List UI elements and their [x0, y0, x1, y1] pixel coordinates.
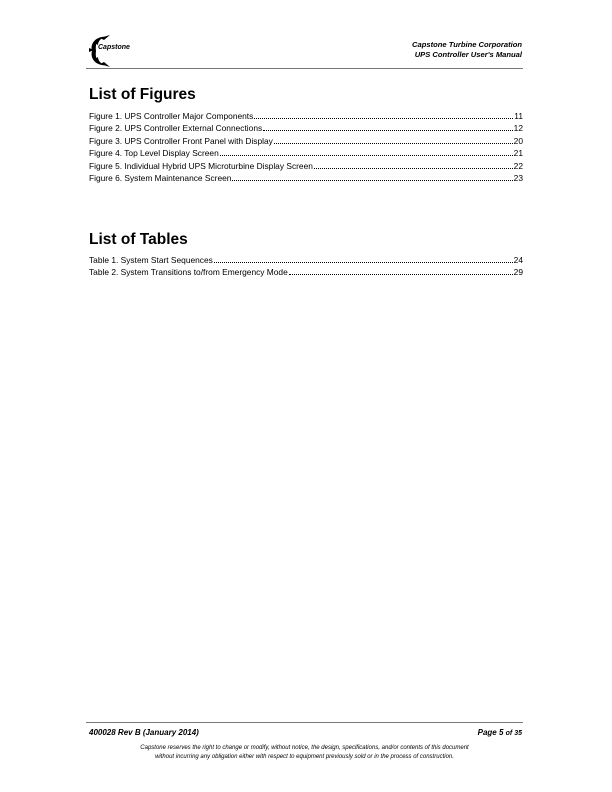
figure-entry-1[interactable]	[89, 110, 523, 122]
capstone-logo-icon	[86, 34, 146, 68]
page-number	[478, 728, 522, 737]
dot-leader	[274, 135, 513, 144]
disclaimer	[86, 744, 523, 762]
table-entry-1[interactable]	[89, 254, 523, 266]
document-id: 400028 Rev B (January 2014)	[89, 728, 199, 737]
page-total: of 35	[505, 730, 522, 737]
figure-entry-2[interactable]	[89, 122, 523, 134]
figure-entry-6[interactable]	[89, 172, 523, 184]
toc-page: 11	[514, 111, 523, 121]
toc-title: Figure 1. UPS Controller Major Components	[89, 111, 254, 121]
toc-title: Figure 2. UPS Controller External Connections	[89, 123, 263, 134]
header-divider	[86, 68, 523, 69]
dot-leader	[314, 160, 513, 169]
toc-page: 21	[513, 148, 523, 159]
tables-list	[89, 254, 523, 279]
toc-title: Figure 4. Top Level Display Screen	[89, 148, 219, 159]
toc-title: Figure 3. UPS Controller Front Panel with Display	[89, 135, 273, 146]
disclaimer-line-2: without incurring any obligation either with respect to equipment previously sold or in the process of construction.	[155, 754, 454, 760]
figures-heading: List of Figures	[89, 86, 196, 103]
toc-page: 23	[513, 172, 523, 183]
manual-title: UPS Controller User's Manual	[414, 50, 522, 59]
footer-divider	[86, 722, 523, 723]
company-name: Capstone Turbine Corporation	[412, 40, 522, 49]
page-label: Page	[477, 728, 497, 737]
figure-entry-5[interactable]	[89, 160, 523, 172]
figure-entry-4[interactable]	[89, 147, 523, 159]
tables-heading: List of Tables	[89, 231, 188, 248]
toc-title: Figure 6. System Maintenance Screen	[89, 172, 232, 183]
toc-page: 29	[513, 267, 523, 278]
toc-page: 20	[513, 135, 523, 146]
table-entry-2[interactable]	[89, 266, 523, 278]
logo-text: Capstone	[98, 44, 130, 51]
toc-page: 24	[513, 255, 523, 265]
toc-title: Figure 5. Individual Hybrid UPS Microturbine Display Screen	[89, 160, 313, 171]
dot-leader	[232, 172, 512, 181]
toc-page: 12	[513, 123, 523, 134]
header-info	[412, 40, 522, 60]
page-current: 5	[498, 728, 504, 737]
toc-title: Table 2. System Transitions to/from Emergency Mode	[89, 267, 288, 278]
dot-leader	[289, 266, 513, 275]
dot-leader	[220, 147, 513, 156]
toc-title: Table 1. System Start Sequences	[89, 255, 213, 265]
dot-leader	[214, 254, 513, 263]
dot-leader	[263, 122, 513, 131]
dot-leader	[254, 110, 513, 119]
figures-list	[89, 110, 523, 184]
figure-entry-3[interactable]	[89, 135, 523, 147]
toc-page: 22	[513, 160, 523, 171]
disclaimer-line-1: Capstone reserves the right to change or modify, without notice, the design, specifications, and/or contents of this document	[140, 745, 469, 751]
